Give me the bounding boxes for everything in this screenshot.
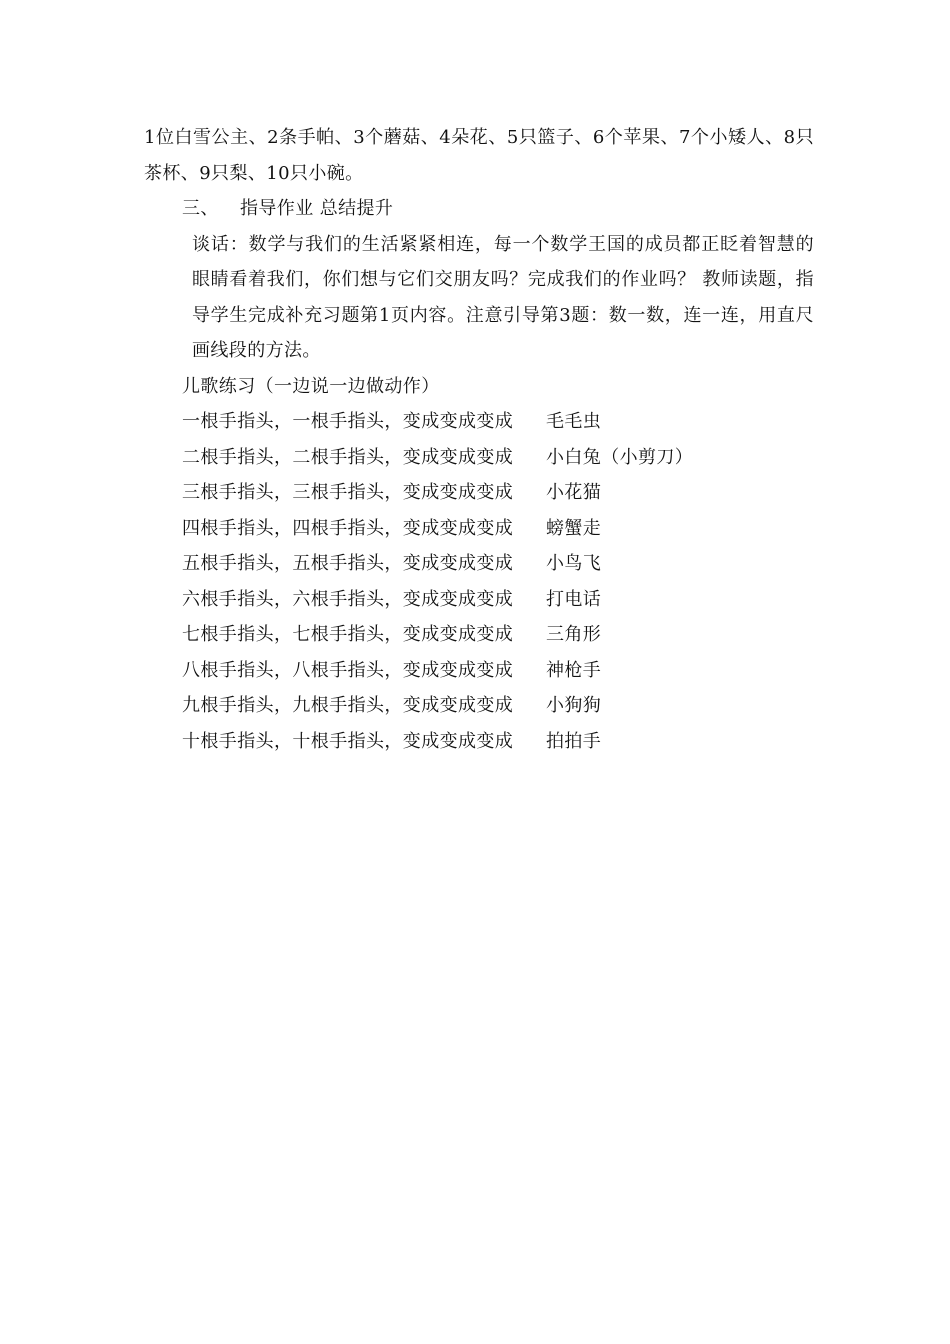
rhyme-verse: 五根手指头，五根手指头，变成变成变成	[182, 553, 514, 574]
rhyme-verse: 七根手指头，七根手指头，变成变成变成	[182, 624, 514, 645]
rhyme-line	[144, 617, 814, 653]
talk-paragraph: 谈话：数学与我们的生活紧紧相连，每一个数学王国的成员都正眨着智慧的眼睛看着我们，你们想与它们交朋友吗？完成我们的作业吗？ 教师读题，指导学生完成补充习题第1页内容。注意引导第3题：数一数，连一连，用直尺画线段的方法。	[192, 233, 814, 361]
rhyme-verse: 一根手指头，一根手指头，变成变成变成	[182, 411, 514, 432]
section-title: 指导作业 总结提升	[240, 198, 394, 219]
rhyme-line	[144, 653, 814, 689]
rhyme-verse: 十根手指头，十根手指头，变成变成变成	[182, 730, 514, 752]
rhyme-result: 神枪手	[546, 659, 602, 681]
section-heading	[144, 191, 814, 227]
rhyme-verse: 二根手指头，二根手指头，变成变成变成	[182, 446, 514, 468]
rhyme-result: 拍拍手	[546, 730, 602, 752]
rhyme-verse: 三根手指头，三根手指头，变成变成变成	[182, 482, 514, 503]
rhyme-result: 小白兔（小剪刀）	[546, 446, 694, 468]
rhyme-title: 儿歌练习（一边说一边做动作）	[182, 375, 440, 397]
rhyme-list	[144, 404, 814, 759]
rhyme-result: 毛毛虫	[546, 411, 602, 432]
rhyme-verse: 九根手指头，九根手指头，变成变成变成	[182, 695, 514, 716]
rhyme-result: 螃蟹走	[546, 517, 602, 539]
rhyme-verse: 六根手指头，六根手指头，变成变成变成	[182, 588, 514, 610]
rhyme-result: 打电话	[546, 588, 602, 610]
rhyme-result: 小鸟飞	[546, 553, 602, 574]
rhyme-result: 三角形	[546, 624, 602, 645]
rhyme-line	[144, 688, 814, 724]
document-body	[144, 120, 814, 759]
rhyme-line	[144, 582, 814, 618]
rhyme-line	[144, 404, 814, 440]
rhyme-verse: 四根手指头，四根手指头，变成变成变成	[182, 517, 514, 539]
rhyme-line	[144, 724, 814, 760]
rhyme-line	[144, 440, 814, 476]
intro-list-paragraph: 1位白雪公主、2条手帕、3个蘑菇、4朵花、5只篮子、6个苹果、7个小矮人、8只茶杯、9只梨、10只小碗。	[144, 127, 814, 184]
rhyme-line	[144, 511, 814, 547]
rhyme-line	[144, 475, 814, 511]
section-number: 三、	[182, 198, 219, 219]
rhyme-line	[144, 546, 814, 582]
rhyme-result: 小狗狗	[546, 695, 602, 716]
rhyme-result: 小花猫	[546, 482, 602, 503]
rhyme-verse: 八根手指头，八根手指头，变成变成变成	[182, 659, 514, 681]
